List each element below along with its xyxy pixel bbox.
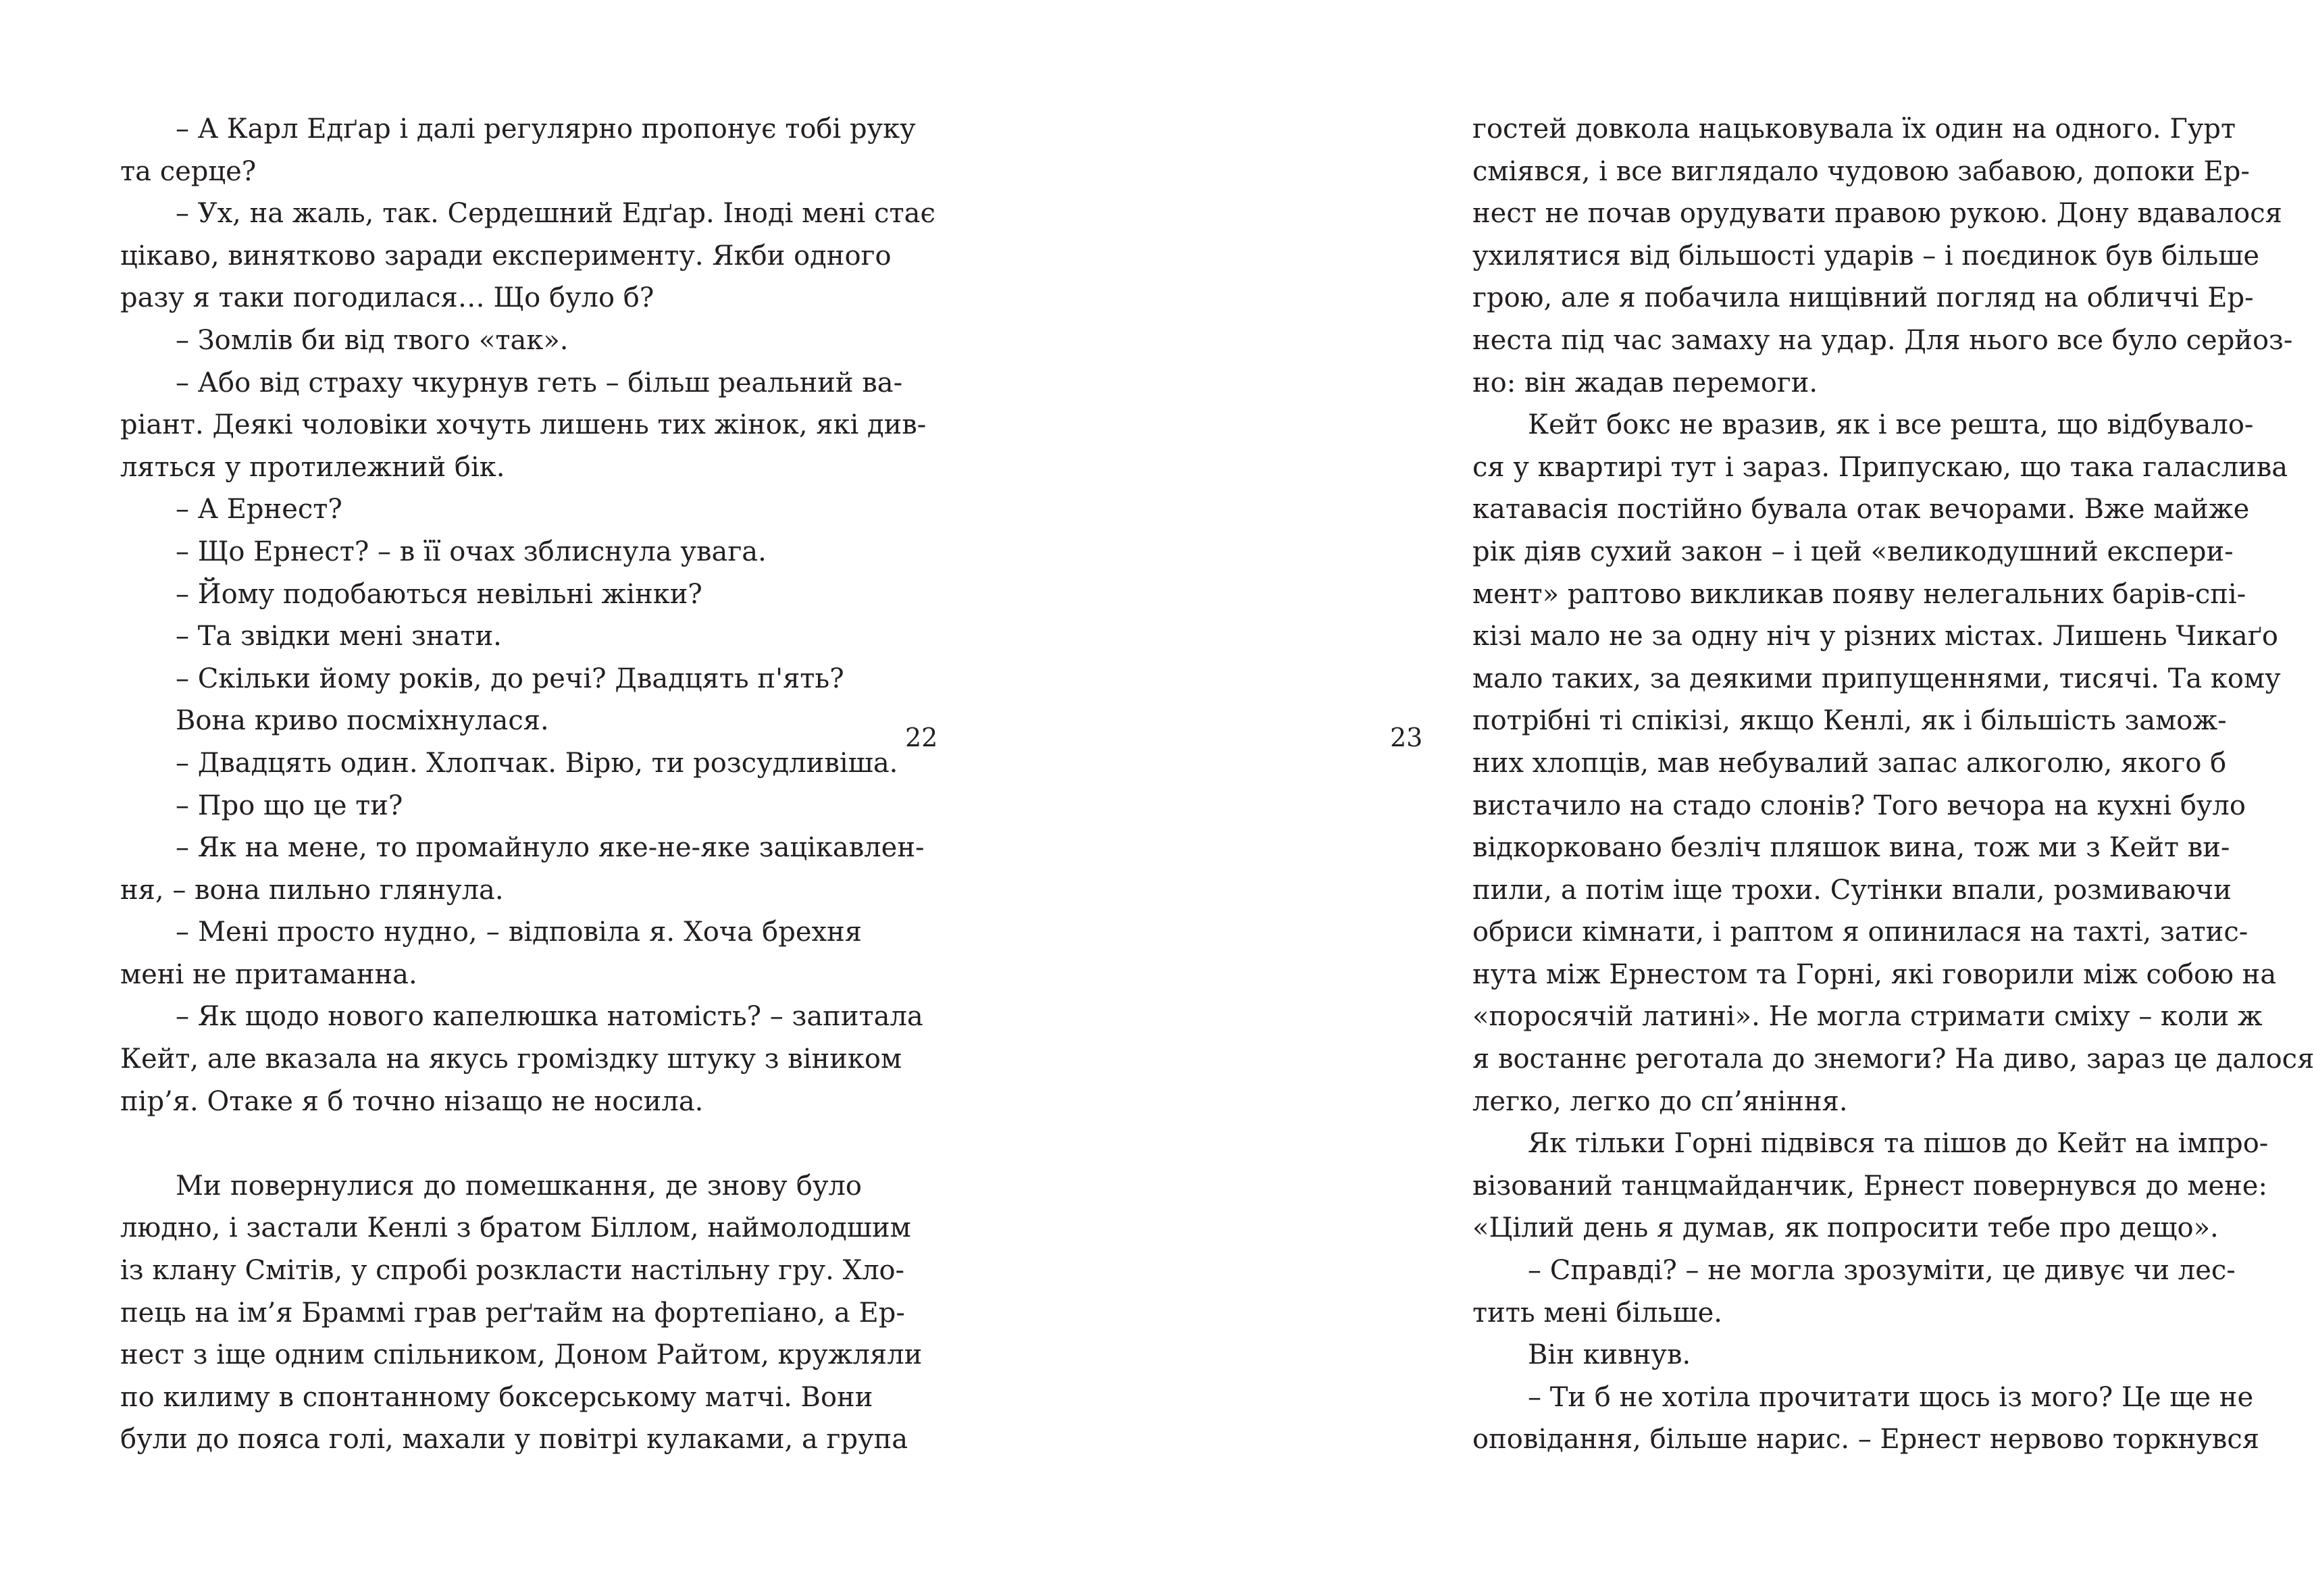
text-line: сміявся, і все виглядало чудовою забавою, допоки Ер- (1472, 155, 2250, 187)
text-line: мент» раптово викликав появу нелегальних барів-спі- (1472, 578, 2246, 610)
right-page-number: 23 (1390, 723, 1423, 752)
text-line: мені не притаманна. (120, 958, 417, 990)
text-line: ріант. Деякі чоловіки хочуть лишень тих жінок, які див- (120, 409, 927, 441)
text-line: – Йому подобаються невільні жінки? (176, 578, 702, 610)
text-line: – Або від страху чкурнув геть – більш реальний ва- (176, 367, 903, 398)
text-line: візований танцмайданчик, Ернест повернувся до мене: (1472, 1170, 2267, 1202)
text-line: Вона криво посміхнулася. (176, 705, 549, 737)
text-line: – Скільки йому років, до речі? Двадцять п'ять? (176, 663, 844, 694)
text-line: Кейт бокс не вразив, як і все решта, що відбувало- (1528, 409, 2254, 441)
text-line: рік діяв сухий закон – і цей «великодушний експери- (1472, 536, 2234, 567)
text-line: оповідання, більше нарис. – Ернест нервово торкнувся (1472, 1424, 2259, 1456)
text-line: «поросячій латині». Не могла стримати сміху – коли ж (1472, 1001, 2263, 1033)
text-line: відкорковано безліч пляшок вина, тож ми з Кейт ви- (1472, 832, 2230, 864)
text-line: нест з іще одним спільником, Доном Райтом, кружляли (120, 1339, 923, 1371)
text-line: тить мені більше. (1472, 1297, 1722, 1329)
text-line: мало таких, за деякими припущеннями, тисячі. Та кому (1472, 663, 2281, 694)
text-line: Він кивнув. (1528, 1339, 1691, 1371)
text-line: пір’я. Отаке я б точно нізащо не носила. (120, 1085, 704, 1117)
text-line: катавасія постійно бувала отак вечорами. Вже майже (1472, 494, 2250, 525)
text-line: – Зомлів би від твого «так». (176, 324, 569, 356)
text-line: – Що Ернест? – в її очах зблиснула увага. (176, 536, 767, 567)
text-line: Як тільки Горні підвівся та пішов до Кейт на імпро- (1528, 1128, 2269, 1160)
text-line: грою, але я побачила нищівний погляд на обличчі Ер- (1472, 282, 2254, 314)
text-line: – Двадцять один. Хлопчак. Вірю, ти розсудливіша. (176, 747, 898, 779)
text-line: пили, а потім іще трохи. Сутінки впали, розмиваючи (1472, 874, 2232, 906)
text-line: потрібні ті спікізі, якщо Кенлі, як і більшість замож- (1472, 705, 2227, 737)
text-line: обриси кімнати, і раптом я опинилася на тахті, затис- (1472, 917, 2248, 948)
text-line: ня, – вона пильно глянула. (120, 874, 504, 906)
text-line: – Справді? – не могла зрозуміти, це дивує чи лес- (1528, 1255, 2236, 1287)
paragraph-gap (120, 1123, 862, 1165)
text-line: – А Карл Едґар і далі регулярно пропонує тобі руку (176, 113, 916, 145)
text-line: були до пояса голі, махали у повітрі кулаками, а група (120, 1424, 908, 1456)
text-line: – А Ернест? (176, 494, 342, 525)
text-line: цікаво, винятково заради експерименту. Якби одного (120, 240, 892, 272)
text-line: – Мені просто нудно, – відповіла я. Хоча брехня (176, 917, 862, 948)
text-line: людно, і застали Кенлі з братом Біллом, наймолодшим (120, 1212, 911, 1244)
text-line: разу я таки погодилася… Що було б? (120, 282, 654, 314)
text-line: із клану Смітів, у спробі розкласти настільну гру. Хло- (120, 1255, 905, 1287)
left-page-number: 22 (905, 723, 938, 752)
text-line: Кейт, але вказала на якусь громіздку штуку з віником (120, 1044, 902, 1075)
text-line: пець на ім’я Браммі грав реґтайм на фортепіано, а Ер- (120, 1297, 905, 1329)
text-line: та серце? (120, 155, 257, 187)
text-line: «Цілий день я думав, як попросити тебе про дещо». (1472, 1212, 2219, 1244)
text-line: – Про що це ти? (176, 790, 403, 821)
text-line: легко, легко до сп’яніння. (1472, 1085, 1848, 1117)
text-line: ся у квартирі тут і зараз. Припускаю, що така галаслива (1472, 451, 2288, 483)
text-line: гостей довкола нацьковувала їх один на одного. Гурт (1472, 113, 2236, 145)
text-line: Ми повернулися до помешкання, де знову було (176, 1170, 862, 1202)
text-line: – Ти б не хотіла прочитати щось із мого? Це ще не (1528, 1381, 2254, 1413)
text-line: я востаннє реготала до знемоги? На диво, зараз це далося (1472, 1044, 2314, 1075)
text-line: них хлопців, мав небувалий запас алкоголю, якого б (1472, 747, 2227, 779)
text-line: нест не почав орудувати правою рукою. Дону вдавалося (1472, 198, 2282, 230)
text-line: нута між Ернестом та Горні, які говорили між собою на (1472, 958, 2277, 990)
text-line: – Як на мене, то промайнуло яке-не-яке зацікавлен- (176, 832, 925, 864)
right-page-text (1472, 108, 2314, 1461)
text-line: кізі мало не за одну ніч у різних містах. Лишень Чикаґо (1472, 621, 2278, 652)
text-line: ляться у протилежний бік. (120, 451, 505, 483)
text-line: – Як щодо нового капелюшка натомість? – запитала (176, 1001, 923, 1033)
text-line: вистачило на стадо слонів? Того вечора на кухні було (1472, 790, 2246, 821)
text-line: – Та звідки мені знати. (176, 621, 502, 652)
text-line: неста під час замаху на удар. Для нього все було серйоз- (1472, 324, 2293, 356)
text-line: но: він жадав перемоги. (1472, 367, 1818, 398)
text-line: – Ух, на жаль, так. Сердешний Едґар. Іноді мені стає (176, 198, 935, 230)
text-line: по килиму в спонтанному боксерському матчі. Вони (120, 1381, 873, 1413)
text-line: ухилятися від більшості ударів – і поєдинок був більше (1472, 240, 2260, 272)
